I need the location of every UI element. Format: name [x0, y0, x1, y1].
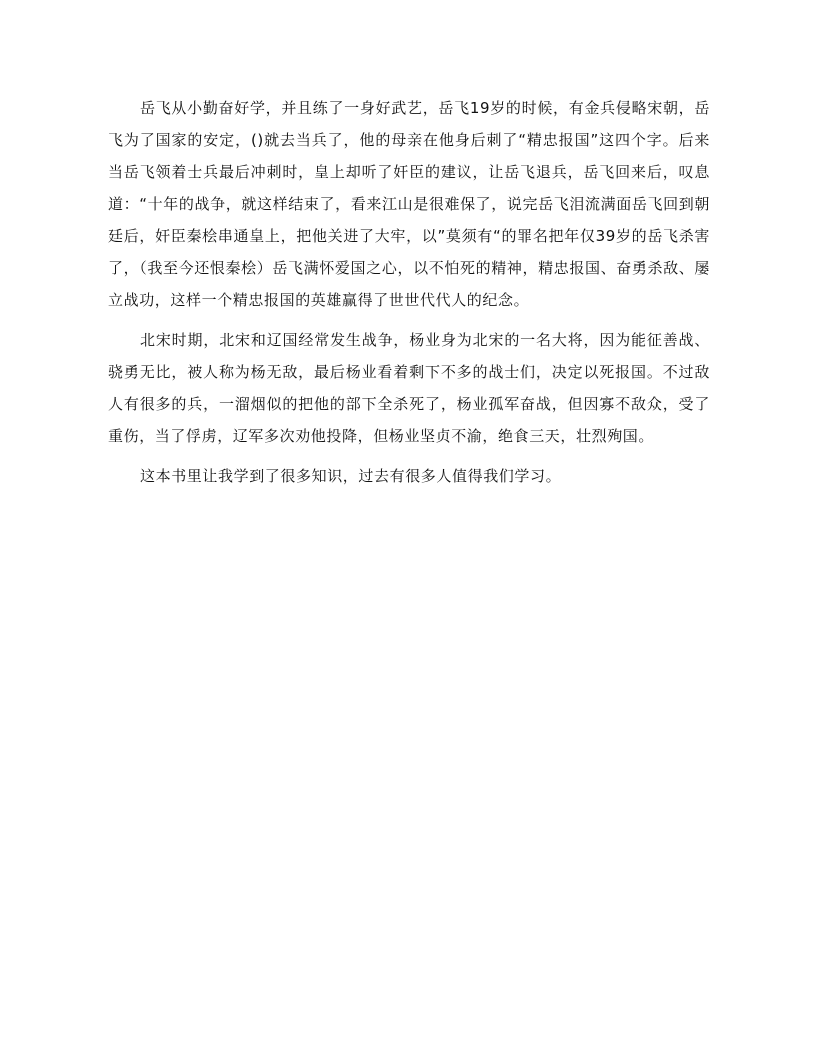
- paragraph-yue-fei: 岳飞从小勤奋好学，并且练了一身好武艺，岳飞19岁的时候，有金兵侵略宋朝，岳飞为了国家的安定，()就去当兵了，他的母亲在他身后刺了“精忠报国”这四个字。后来当岳飞领着士兵最后冲刺时，皇上却听了奸臣的建议，让岳飞退兵，岳飞回来后，叹息道：“十年的战争，就这样结束了，看来江山是很难保了，说完岳飞泪流满面岳飞回到朝廷后，奸臣秦桧串通皇上，把他关进了大牢，以”莫须有“的罪名把年仅39岁的岳飞杀害了，（我至今还恨秦桧）岳飞满怀爱国之心，以不怕死的精神，精忠报国、奋勇杀敌、屡立战功，这样一个精忠报国的英雄赢得了世世代代人的纪念。: [108, 99, 710, 309]
- paragraph-conclusion: 这本书里让我学到了很多知识，过去有很多人值得我们学习。: [140, 467, 562, 485]
- paragraph-yang-ye: 北宋时期，北宋和辽国经常发生战争，杨业身为北宋的一名大将，因为能征善战、骁勇无比，被人称为杨无敌，最后杨业看着剩下不多的战士们，决定以死报国。不过敌人有很多的兵，一溜烟似的把他的部下全杀死了，杨业孤军奋战，但因寡不敌众，受了重伤，当了俘虏，辽军多次劝他投降，但杨业坚贞不渝，绝食三天，壮烈殉国。: [108, 331, 710, 445]
- document-body: [108, 92, 710, 500]
